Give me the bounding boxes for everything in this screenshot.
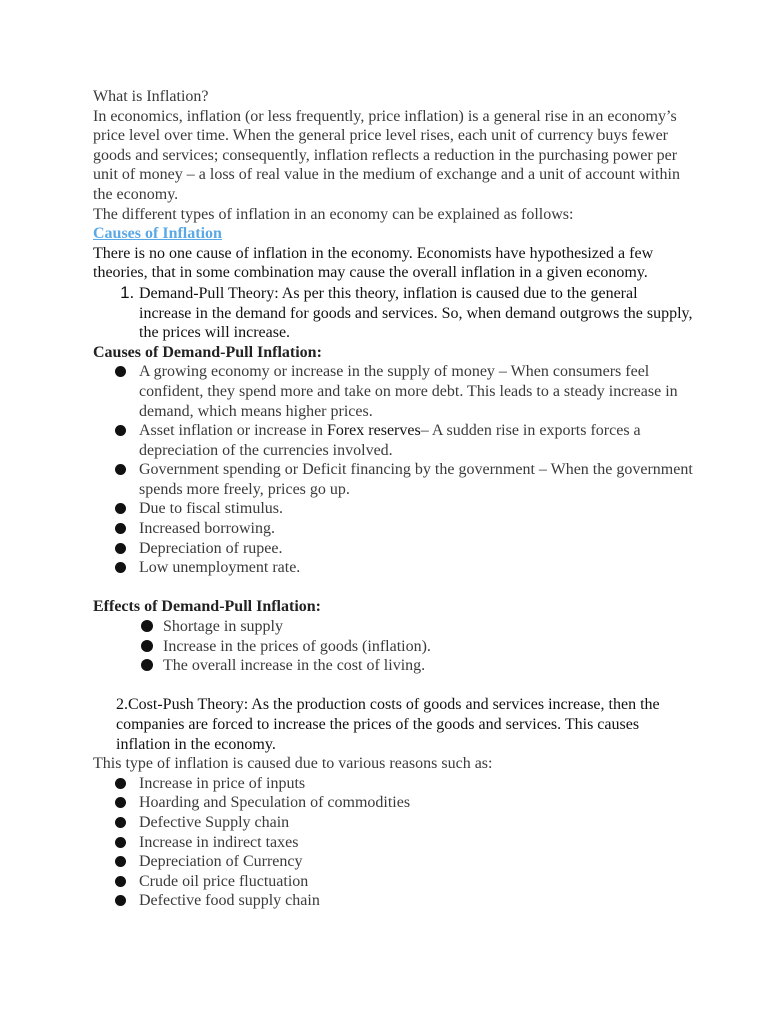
list-item: A growing economy or increase in the supply of money – When consumers feel confident, they spend more and take on more debt. This leads to a steady increase in demand, which means higher prices. — [139, 362, 693, 421]
effects-demand-pull-heading: Effects of Demand-Pull Inflation: — [93, 598, 321, 616]
list-item: Due to fiscal stimulus. — [139, 499, 693, 519]
list-item: Increase in the prices of goods (inflation). — [163, 637, 693, 657]
bullet-icon — [115, 562, 126, 573]
effects-demand-pull-list — [93, 617, 693, 676]
forex-reserves-text: Forex reserves — [326, 422, 421, 440]
bullet-icon — [115, 837, 126, 848]
bullet-icon — [115, 464, 126, 475]
cost-push-theory-paragraph: 2.Cost-Push Theory: As the production costs of goods and services increase, then the companies are forced to increase the prices of the goods and services. This causes inflation in the economy. — [116, 696, 660, 753]
bullet-icon — [115, 523, 126, 534]
list-item: Depreciation of rupee. — [139, 539, 693, 559]
list-item: Defective Supply chain — [139, 813, 693, 833]
demand-pull-theory-item: 1. Demand-Pull Theory: As per this theory, inflation is caused due to the general increase in the demand for goods and services. So, when demand outgrows the supply, the prices will increase. — [139, 283, 693, 343]
types-line: The different types of inflation in an economy can be explained as follows: — [93, 205, 574, 223]
list-item: Low unemployment rate. — [139, 558, 693, 578]
list-item: Hoarding and Speculation of commodities — [139, 793, 693, 813]
list-item: Government spending or Deficit financing by the government – When the government spends more freely, prices go up. — [139, 460, 693, 499]
bullet-icon — [115, 895, 126, 906]
list-item: Depreciation of Currency — [139, 852, 693, 872]
list-item: Shortage in supply — [163, 617, 693, 637]
bullet-icon — [141, 640, 153, 652]
theory-list — [93, 283, 693, 343]
cost-push-reasons-list — [93, 774, 693, 911]
bullet-icon — [141, 659, 153, 671]
bullet-icon — [115, 503, 126, 514]
no-one-cause-paragraph: There is no one cause of inflation in the economy. Economists have hypothesized a few theories, that in some combination may cause the overall inflation in a given economy. — [93, 244, 654, 282]
bullet-icon — [115, 543, 126, 554]
bullet-icon — [115, 778, 126, 789]
causes-of-inflation-link[interactable]: Causes of Inflation — [93, 225, 222, 243]
intro-paragraph: In economics, inflation (or less frequently, price inflation) is a general rise in an economy’s price level over time. When the general price level rises, each unit of currency buys fewer goods and services; consequently, inflation reflects a reduction in the purchasing power per unit of money – a loss of real value in the medium of exchange and a unit of account within the economy. — [93, 107, 680, 203]
bullet-icon — [115, 366, 126, 377]
list-item: Defective food supply chain — [139, 891, 693, 911]
list-item: Increase in price of inputs — [139, 774, 693, 794]
causes-demand-pull-list — [93, 362, 693, 578]
bullet-icon — [115, 797, 126, 808]
list-item: Asset inflation or increase in Forex reserves– A sudden rise in exports forces a depreciation of the currencies involved. — [139, 421, 693, 460]
cost-push-reasons-intro: This type of inflation is caused due to various reasons such as: — [93, 755, 493, 773]
doc-heading: What is Inflation? — [93, 88, 209, 105]
list-item: The overall increase in the cost of living. — [163, 656, 693, 676]
document-page — [93, 87, 693, 911]
bullet-icon — [141, 620, 153, 632]
causes-demand-pull-heading: Causes of Demand-Pull Inflation: — [93, 343, 322, 361]
bullet-icon — [115, 817, 126, 828]
bullet-icon — [115, 425, 126, 436]
bullet-icon — [115, 876, 126, 887]
list-item: Increase in indirect taxes — [139, 833, 693, 853]
list-item: Increased borrowing. — [139, 519, 693, 539]
list-item: Crude oil price fluctuation — [139, 872, 693, 892]
bullet-icon — [115, 856, 126, 867]
